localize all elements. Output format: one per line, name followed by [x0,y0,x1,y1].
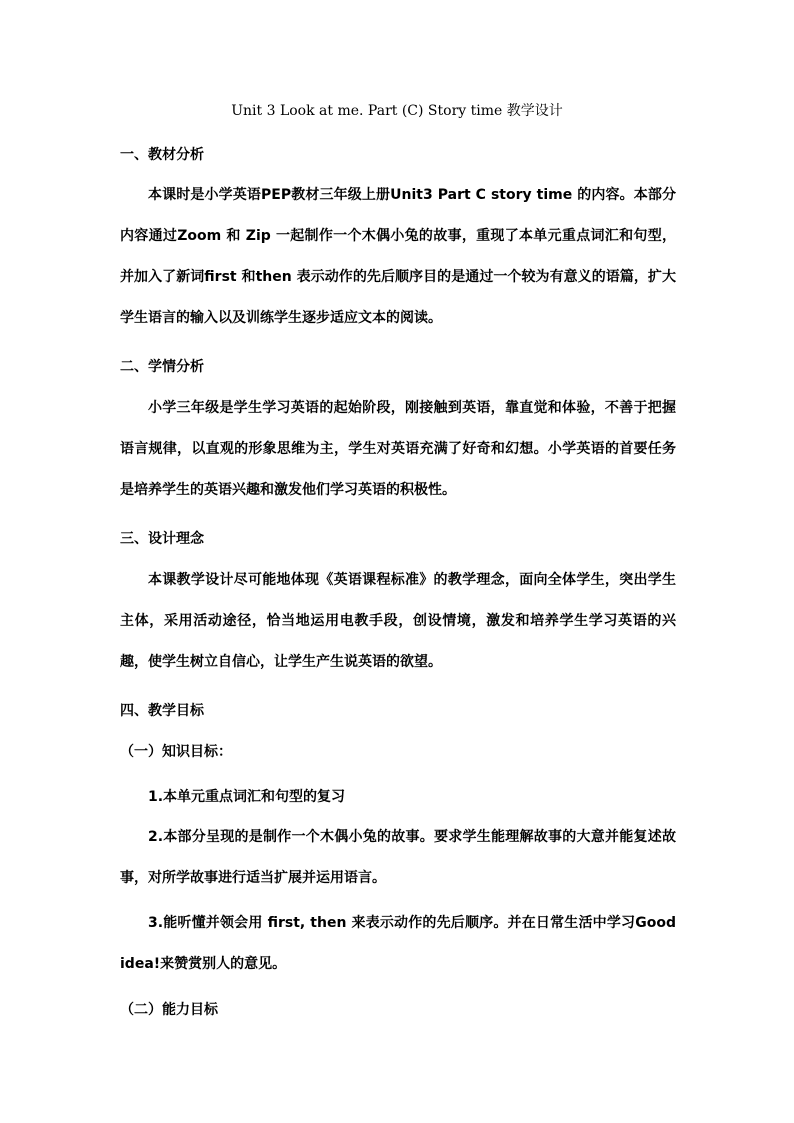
section-heading-learner-analysis: 二、学情分析 [120,359,204,375]
section-heading-design-concept: 三、设计理念 [120,531,204,547]
subsection-heading-knowledge-objectives: （一）知识目标： [120,744,232,760]
section-paragraph-design-concept: 本课教学设计尽可能地体现《英语课程标准》的教学理念，面向全体学生，突出学生主体，采用活动途径，恰当地运用电教手段，创设情境，激发和培养学生学习英语的兴趣，使学生树立自信心，让学生产生说英语的欲望。 [120,572,676,670]
section-paragraph-textbook-analysis: 本课时是小学英语PEP教材三年级上册Unit3 Part C story time 的内容。本部分内容通过Zoom 和 Zip 一起制作一个木偶小兔的故事，重现了本单元重点词汇和句型，并加入了新词first 和then 表示动作的先后顺序目的是通过一个较为有意义的语篇，扩大学生语言的输入以及训练学生逐步适应文本的阅读。 [120,187,676,326]
objective-item-3: 3.能听懂并领会用 first, then 来表示动作的先后顺序。并在日常生活中学习Good idea!来赞赏别人的意见。 [120,915,676,972]
subsection-heading-ability-objectives: （二）能力目标 [120,1002,218,1018]
objective-item-2: 2.本部分呈现的是制作一个木偶小兔的故事。要求学生能理解故事的大意并能复述故事，对所学故事进行适当扩展并运用语言。 [120,829,676,886]
section-heading-textbook-analysis: 一、教材分析 [120,147,204,163]
document-title: Unit 3 Look at me. Part (C) Story time 教学设计 [231,103,563,119]
section-heading-teaching-objectives: 四、教学目标 [120,703,204,719]
section-paragraph-learner-analysis: 小学三年级是学生学习英语的起始阶段，刚接触到英语，靠直觉和体验，不善于把握语言规律，以直观的形象思维为主，学生对英语充满了好奇和幻想。小学英语的首要任务是培养学生的英语兴趣和激发他们学习英语的积极性。 [120,400,676,498]
objective-item-1: 1.本单元重点词汇和句型的复习 [148,789,346,805]
